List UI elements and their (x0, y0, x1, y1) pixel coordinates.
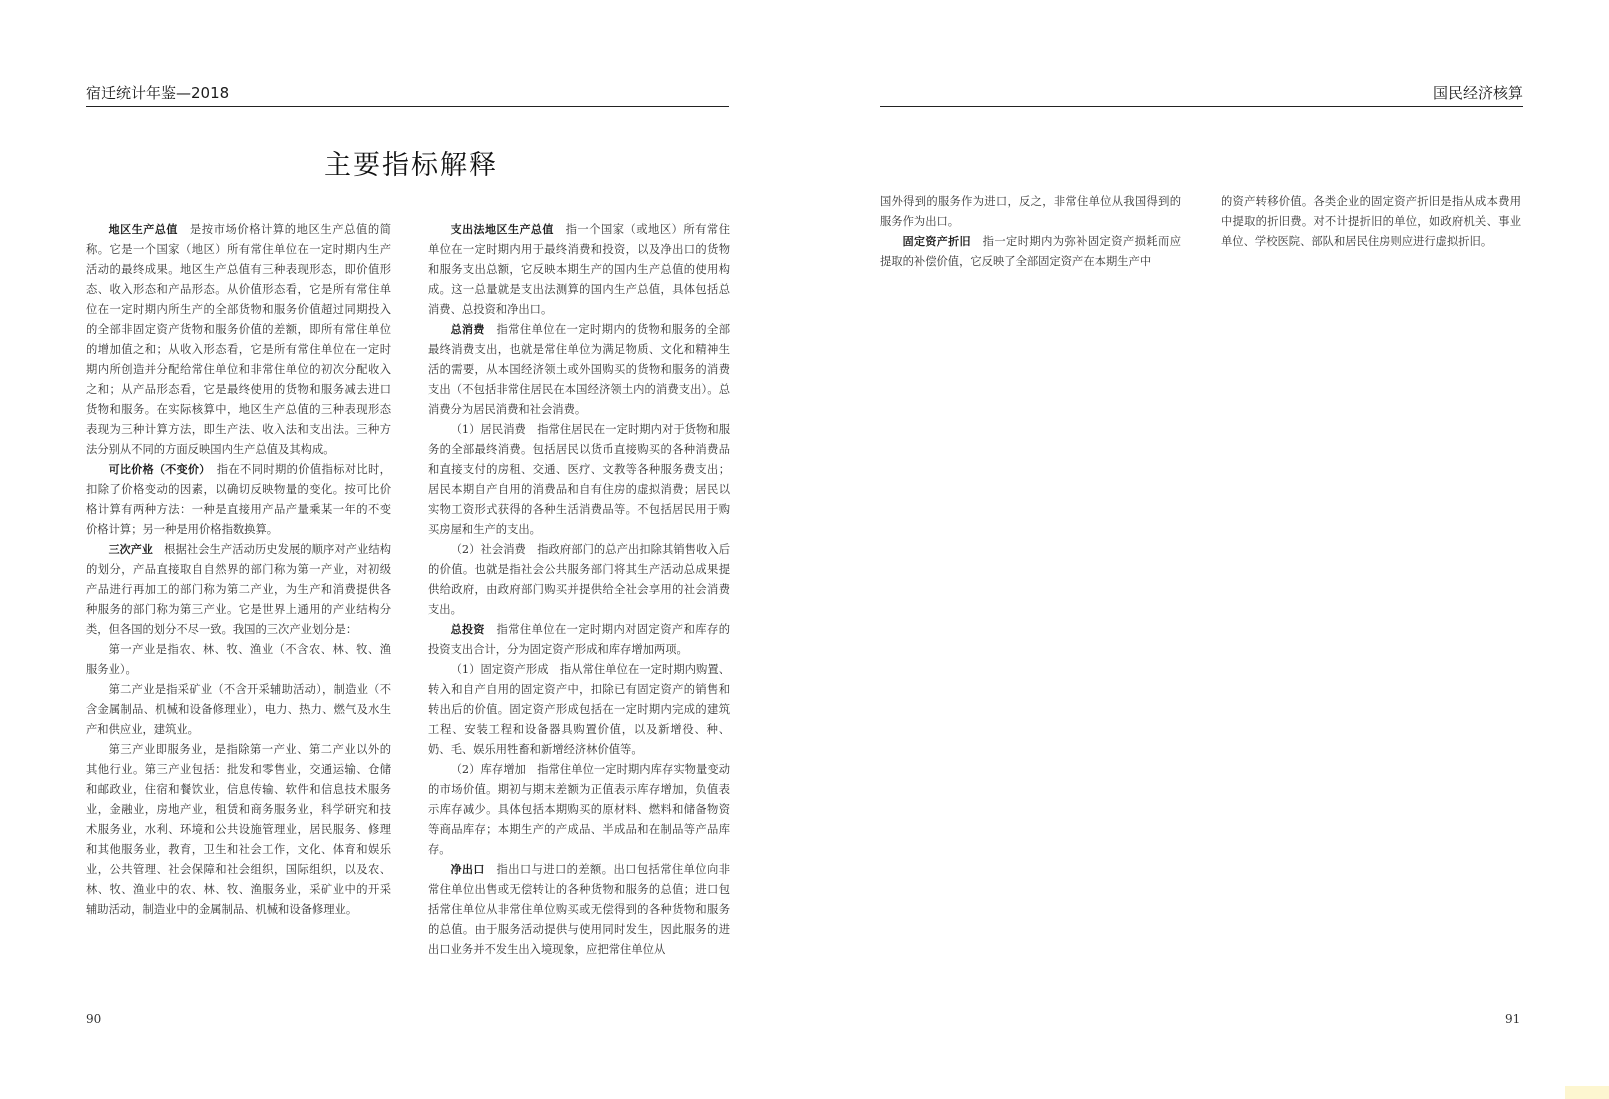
right-page (800, 0, 1609, 1099)
page-title: 主要指标解释 (324, 150, 498, 181)
paragraph (86, 220, 391, 460)
corner-tab-marker (1565, 1086, 1609, 1099)
paragraph (428, 620, 730, 660)
paragraph (86, 540, 391, 640)
paragraph (86, 680, 391, 740)
paragraph (428, 320, 730, 420)
term-heading: 可比价格（不变价） (108, 463, 206, 476)
paragraph-text: 根据社会生产活动历史发展的顺序对产业结构的划分，产品直接取自自然界的部门称为第一产业，对初级产品进行再加工的部门称为第二产业，为生产和消费提供各种服务的部门称为第三产业。它是世界上通用的产业结构分类，但各国的划分不尽一致。我国的三次产业划分是： (86, 543, 391, 636)
paragraph (880, 192, 1181, 232)
paragraph (428, 660, 730, 760)
paragraph-text: 指常住单位在一定时期内对固定资产和库存的投资支出合计，分为固定资产形成和库存增加两项。 (428, 623, 730, 656)
left-page (0, 0, 800, 1099)
paragraph-text: 国外得到的服务作为进口，反之，非常住单位从我国得到的服务作为出口。 (880, 195, 1181, 228)
paragraph-text: 指一个国家（或地区）所有常住单位在一定时期内用于最终消费和投资，以及净出口的货物和服务支出总额，它反映本期生产的国内生产总值的使用构成。这一总量就是支出法测算的国内生产总值，具体包括总消费、总投资和净出口。 (428, 223, 730, 316)
paragraph (1221, 192, 1521, 252)
paragraph (428, 220, 730, 320)
term-heading: 三次产业 (108, 543, 153, 556)
paragraph (880, 232, 1181, 272)
paragraph-text: 指一定时期内为弥补固定资产损耗而应提取的补偿价值，它反映了全部固定资产在本期生产中 (880, 235, 1181, 268)
paragraph (428, 420, 730, 540)
paragraph (428, 760, 730, 860)
running-head-right: 国民经济核算 (880, 82, 1523, 107)
paragraph-text: 指出口与进口的差额。出口包括常住单位向非常住单位出售或无偿转让的各种货物和服务的总值；进口包括常住单位从非常住单位购买或无偿得到的各种货物和服务的总值。由于服务活动提供与使用同时发生，因此服务的进出口业务并不发生出入境现象，应把常住单位从 (428, 863, 730, 956)
paragraph-text: 第一产业是指农、林、牧、渔业（不含农、林、牧、渔服务业）。 (86, 643, 391, 676)
term-heading: 总投资 (450, 623, 485, 636)
paragraph (86, 460, 391, 540)
paragraph-text: （2）社会消费 指政府部门的总产出扣除其销售收入后的价值。也就是指社会公共服务部门将其生产活动总成果提供给政府，由政府部门购买并提供给全社会享用的社会消费支出。 (428, 543, 730, 616)
paragraph (428, 540, 730, 620)
paragraph-text: 第二产业是指采矿业（不含开采辅助活动），制造业（不含金属制品、机械和设备修理业），电力、热力、燃气及水生产和供应业，建筑业。 (86, 683, 391, 736)
text-column-2 (428, 220, 730, 960)
paragraph (86, 740, 391, 920)
term-heading: 总消费 (450, 323, 485, 336)
paragraph-text: 指常住单位在一定时期内的货物和服务的全部最终消费支出，也就是常住单位为满足物质、文化和精神生活的需要，从本国经济领土或外国购买的货物和服务的消费支出（不包括非常住居民在本国经济领土内的消费支出）。总消费分为居民消费和社会消费。 (428, 323, 730, 416)
text-column-1 (86, 220, 391, 920)
term-heading: 固定资产折旧 (902, 235, 971, 248)
paragraph (86, 640, 391, 680)
running-head-left: 宿迁统计年鉴—2018 (86, 82, 729, 107)
paragraph-text: （1）居民消费 指常住居民在一定时期内对于货物和服务的全部最终消费。包括居民以货币直接购买的各种消费品和直接支付的房租、交通、医疗、文教等各种服务费支出；居民本期自产自用的消费品和自有住房的虚拟消费；居民以实物工资形式获得的各种生活消费品等。不包括居民用于购买房屋和生产的支出。 (428, 423, 730, 536)
text-column-4 (1221, 192, 1521, 252)
text-column-3 (880, 192, 1181, 272)
paragraph-text: 是按市场价格计算的地区生产总值的简称。它是一个国家（地区）所有常住单位在一定时期内生产活动的最终成果。地区生产总值有三种表现形态，即价值形态、收入形态和产品形态。从价值形态看，它是所有常住单位在一定时期内所生产的全部货物和服务价值超过同期投入的全部非固定资产货物和服务价值的差额，即所有常住单位的增加值之和；从收入形态看，它是所有常住单位在一定时期内所创造并分配给常住单位和非常住单位的初次分配收入之和；从产品形态看，它是最终使用的货物和服务减去进口货物和服务。在实际核算中，地区生产总值的三种表现形态表现为三种计算方法，即生产法、收入法和支出法。三种方法分别从不同的方面反映国内生产总值及其构成。 (86, 223, 391, 456)
paragraph-text: （1）固定资产形成 指从常住单位在一定时期内购置、转入和自产自用的固定资产中，扣除已有固定资产的销售和转出后的价值。固定资产形成包括在一定时期内完成的建筑工程、安装工程和设备器具购置价值，以及新增役、种、奶、毛、娱乐用牲畜和新增经济林价值等。 (428, 663, 730, 756)
term-heading: 地区生产总值 (108, 223, 178, 236)
paragraph-text: 第三产业即服务业，是指除第一产业、第二产业以外的其他行业。第三产业包括：批发和零售业，交通运输、仓储和邮政业，住宿和餐饮业，信息传输、软件和信息技术服务业，金融业，房地产业，租赁和商务服务业，科学研究和技术服务业，水利、环境和公共设施管理业，居民服务、修理和其他服务业，教育，卫生和社会工作，文化、体育和娱乐业，公共管理、社会保障和社会组织，国际组织，以及农、林、牧、渔业中的农、林、牧、渔服务业，采矿业中的开采辅助活动，制造业中的金属制品、机械和设备修理业。 (86, 743, 391, 916)
paragraph (428, 860, 730, 960)
term-heading: 净出口 (450, 863, 485, 876)
page-number-left: 90 (86, 1012, 102, 1026)
term-heading: 支出法地区生产总值 (450, 223, 554, 236)
paragraph-text: 指在不同时期的价值指标对比时，扣除了价格变动的因素，以确切反映物量的变化。按可比价格计算有两种方法：一种是直接用产品产量乘某一年的不变价格计算；另一种是用价格指数换算。 (86, 463, 391, 536)
paragraph-text: （2）库存增加 指常住单位一定时期内库存实物量变动的市场价值。期初与期末差额为正值表示库存增加，负值表示库存减少。具体包括本期购买的原材料、燃料和储备物资等商品库存；本期生产的产成品、半成品和在制品等产品库存。 (428, 763, 730, 856)
page-number-right: 91 (1505, 1012, 1521, 1026)
paragraph-text: 的资产转移价值。各类企业的固定资产折旧是指从成本费用中提取的折旧费。对不计提折旧的单位，如政府机关、事业单位、学校医院、部队和居民住房则应进行虚拟折旧。 (1221, 195, 1521, 248)
